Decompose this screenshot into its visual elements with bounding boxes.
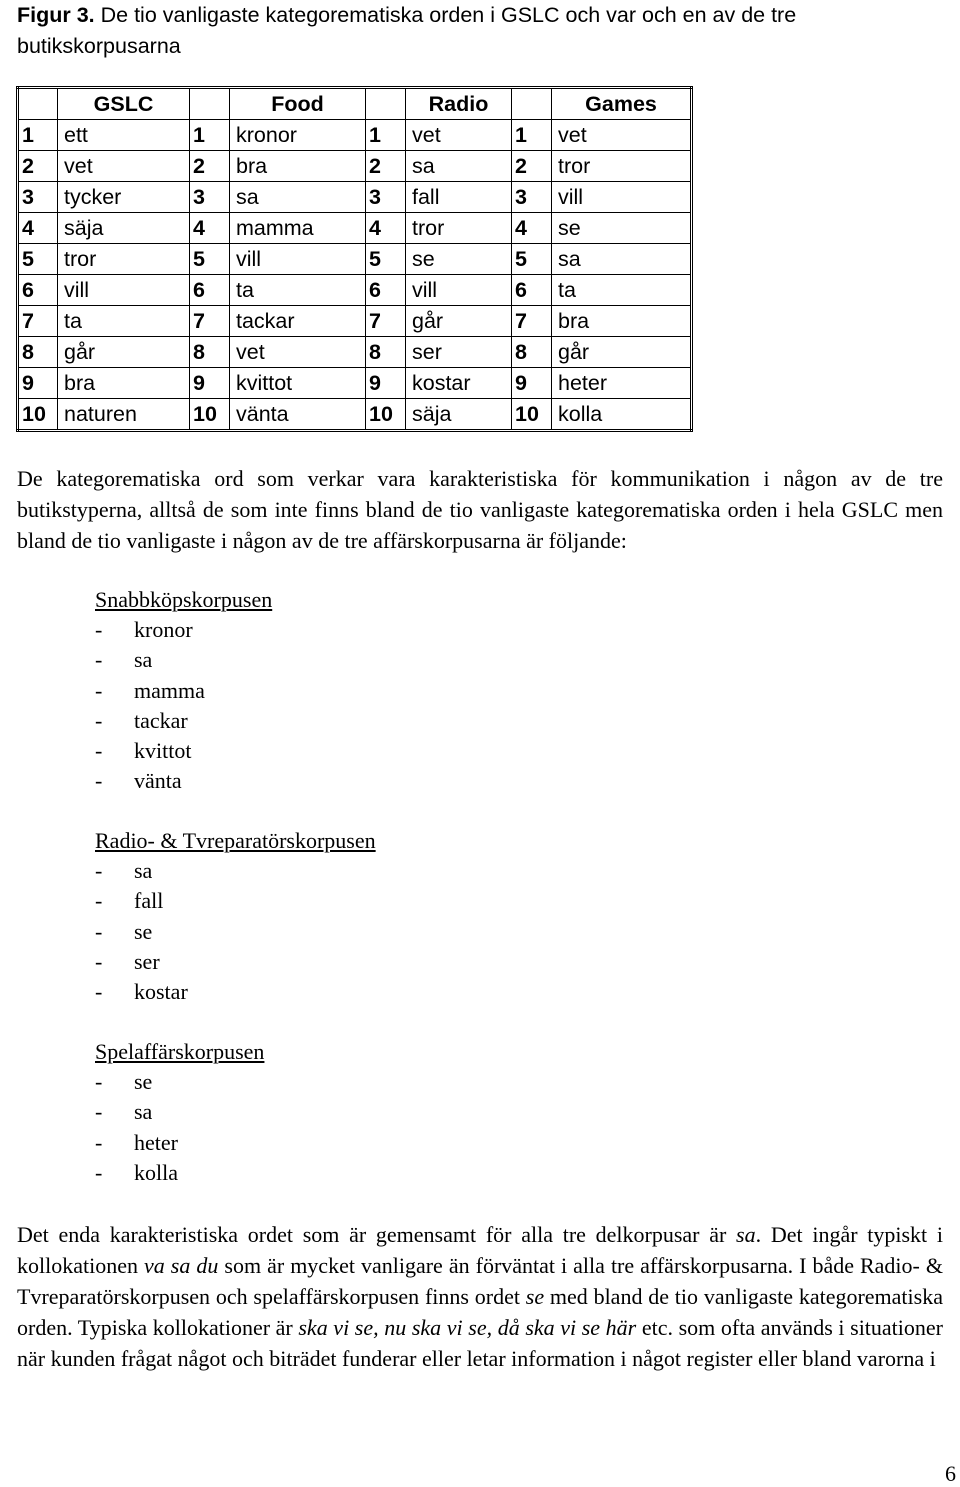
column-header-gslc: GSLC	[58, 88, 190, 120]
word-cell: går	[552, 337, 692, 368]
rank-cell: 6	[366, 275, 406, 306]
dash-marker: -	[95, 948, 103, 974]
list-item	[95, 1067, 264, 1097]
rank-cell: 7	[18, 306, 58, 337]
radio-tv-list	[95, 826, 376, 1007]
list-item-text: ser	[134, 948, 160, 974]
table-header-row	[18, 88, 692, 120]
list-item-text: sa	[134, 1099, 153, 1125]
rank-cell: 7	[366, 306, 406, 337]
table-row	[18, 399, 692, 431]
word-cell: bra	[58, 368, 190, 399]
rank-cell: 9	[512, 368, 552, 399]
list-item	[95, 1128, 264, 1158]
word-cell: säja	[406, 399, 512, 431]
emphasis-phrase: ska vi se, nu ska vi se, då ska vi se här	[298, 1315, 637, 1340]
rank-cell: 8	[512, 337, 552, 368]
snabbkop-list	[95, 585, 272, 796]
header-spacer	[512, 88, 552, 120]
list-item	[95, 977, 376, 1007]
list-item	[95, 645, 272, 675]
list-item-text: heter	[134, 1129, 178, 1155]
rank-cell: 10	[512, 399, 552, 431]
dash-marker: -	[95, 768, 103, 794]
rank-cell: 10	[18, 399, 58, 431]
list-item	[95, 766, 272, 796]
dash-marker: -	[95, 888, 103, 914]
rank-cell: 4	[18, 213, 58, 244]
figure-caption-text: De tio vanligaste kategorematiska orden i GSLC och var och en av de tre butikskorpusarna	[17, 3, 797, 58]
list-item-text: tackar	[134, 707, 188, 733]
figure-caption	[17, 0, 947, 62]
list-item	[95, 917, 376, 947]
list-item-text: kvittot	[134, 738, 192, 764]
rank-cell: 1	[18, 120, 58, 151]
rank-cell: 3	[366, 182, 406, 213]
rank-cell: 3	[190, 182, 230, 213]
rank-cell: 5	[512, 244, 552, 275]
rank-cell: 5	[18, 244, 58, 275]
list-item	[95, 886, 376, 916]
discussion-paragraph	[17, 1219, 943, 1374]
list-item-text: kronor	[134, 617, 193, 643]
list-item-text: kostar	[134, 979, 188, 1005]
spelaffar-list	[95, 1037, 264, 1188]
word-cell: vill	[58, 275, 190, 306]
list-item	[95, 706, 272, 736]
list-heading: Radio- & Tvreparatörskorpusen	[95, 828, 376, 853]
rank-cell: 2	[190, 151, 230, 182]
word-cell: kvittot	[230, 368, 366, 399]
dash-marker: -	[95, 1129, 103, 1155]
rank-cell: 2	[512, 151, 552, 182]
dash-marker: -	[95, 617, 103, 643]
list-heading: Spelaffärskorpusen	[95, 1039, 265, 1064]
rank-cell: 1	[366, 120, 406, 151]
word-frequency-table	[16, 86, 693, 432]
rank-cell: 8	[18, 337, 58, 368]
list-item-text: sa	[134, 647, 153, 673]
list-item-text: kolla	[134, 1159, 178, 1185]
dash-marker: -	[95, 707, 103, 733]
rank-cell: 10	[366, 399, 406, 431]
word-cell: går	[406, 306, 512, 337]
text-run: Det enda karakteristiska ordet som är gemensamt för alla tre delkorpusar är	[17, 1222, 737, 1247]
word-cell: se	[406, 244, 512, 275]
word-cell: sa	[230, 182, 366, 213]
list-item	[95, 1158, 264, 1188]
table-row	[18, 306, 692, 337]
word-cell: vill	[552, 182, 692, 213]
dash-marker: -	[95, 858, 103, 884]
dash-marker: -	[95, 1069, 103, 1095]
intro-paragraph: De kategorematiska ord som verkar vara karakteristiska för kommunikation i någon av de tre butikstyperna, alltså de som inte finns bland de tio vanligaste kategorematiska orden i hela GSLC men bland de tio vanligaste i någon av de tre affärskorpusarna är följande:	[17, 466, 943, 553]
text-run: etc. som ofta används i situationer när kunden frågat något och biträdet funderar eller letar information i något register eller bland varorna i	[17, 1315, 943, 1371]
list-items	[95, 856, 376, 1007]
list-item	[95, 615, 272, 645]
emphasis-word: se	[525, 1284, 545, 1309]
list-item-text: fall	[134, 888, 164, 914]
column-header-food: Food	[230, 88, 366, 120]
word-cell: vill	[230, 244, 366, 275]
word-cell: ta	[230, 275, 366, 306]
list-item	[95, 947, 376, 977]
rank-cell: 9	[190, 368, 230, 399]
table-row	[18, 275, 692, 306]
word-cell: vill	[406, 275, 512, 306]
rank-cell: 1	[512, 120, 552, 151]
word-cell: sa	[406, 151, 512, 182]
word-cell: tror	[552, 151, 692, 182]
rank-cell: 6	[18, 275, 58, 306]
table-row	[18, 213, 692, 244]
emphasis-word: sa	[736, 1222, 756, 1247]
word-cell: se	[552, 213, 692, 244]
rank-cell: 5	[190, 244, 230, 275]
rank-cell: 9	[18, 368, 58, 399]
word-cell: vet	[230, 337, 366, 368]
emphasis-phrase: va sa du	[144, 1253, 219, 1278]
dash-marker: -	[95, 979, 103, 1005]
rank-cell: 6	[512, 275, 552, 306]
word-cell: tror	[406, 213, 512, 244]
word-cell: mamma	[230, 213, 366, 244]
word-cell: vänta	[230, 399, 366, 431]
dash-marker: -	[95, 677, 103, 703]
rank-cell: 10	[190, 399, 230, 431]
dash-marker: -	[95, 918, 103, 944]
dash-marker: -	[95, 647, 103, 673]
list-item	[95, 736, 272, 766]
dash-marker: -	[95, 1099, 103, 1125]
list-item	[95, 676, 272, 706]
word-cell: ta	[58, 306, 190, 337]
rank-cell: 4	[366, 213, 406, 244]
word-cell: kolla	[552, 399, 692, 431]
word-cell: vet	[552, 120, 692, 151]
word-cell: säja	[58, 213, 190, 244]
header-spacer	[18, 88, 58, 120]
list-item	[95, 856, 376, 886]
table-row	[18, 368, 692, 399]
word-cell: kostar	[406, 368, 512, 399]
rank-cell: 6	[190, 275, 230, 306]
rank-cell: 7	[512, 306, 552, 337]
table-row	[18, 337, 692, 368]
list-item-text: se	[134, 1069, 153, 1095]
rank-cell: 3	[18, 182, 58, 213]
rank-cell: 8	[366, 337, 406, 368]
rank-cell: 1	[190, 120, 230, 151]
text-run: med bland de tio vanligaste kategorematiska orden. Typiska kollokationer är	[17, 1284, 943, 1340]
rank-cell: 4	[512, 213, 552, 244]
list-heading: Snabbköpskorpusen	[95, 587, 273, 612]
word-cell: vet	[58, 151, 190, 182]
word-cell: tackar	[230, 306, 366, 337]
rank-cell: 9	[366, 368, 406, 399]
word-cell: fall	[406, 182, 512, 213]
word-cell: ta	[552, 275, 692, 306]
rank-cell: 2	[366, 151, 406, 182]
header-spacer	[366, 88, 406, 120]
rank-cell: 4	[190, 213, 230, 244]
list-item-text: vänta	[134, 768, 182, 794]
figure-label: Figur 3.	[17, 3, 95, 27]
dash-marker: -	[95, 738, 103, 764]
text-run: som är mycket vanligare än förväntat i alla tre affärskorpusarna. I både Radio- & Tvreparatörskorpusen och spelaffärskorpusen finns ordet	[17, 1253, 943, 1309]
list-item-text: mamma	[134, 677, 205, 703]
table-body	[18, 120, 692, 431]
column-header-games: Games	[552, 88, 692, 120]
word-cell: tycker	[58, 182, 190, 213]
rank-cell: 3	[512, 182, 552, 213]
word-cell: sa	[552, 244, 692, 275]
table-row	[18, 182, 692, 213]
list-item-text: sa	[134, 858, 153, 884]
page-number: 6	[945, 1461, 956, 1486]
list-item	[95, 1097, 264, 1127]
rank-cell: 2	[18, 151, 58, 182]
word-cell: kronor	[230, 120, 366, 151]
table-row	[18, 120, 692, 151]
list-items	[95, 1067, 264, 1188]
word-cell: bra	[230, 151, 366, 182]
word-cell: naturen	[58, 399, 190, 431]
word-cell: heter	[552, 368, 692, 399]
table-row	[18, 151, 692, 182]
word-cell: bra	[552, 306, 692, 337]
dash-marker: -	[95, 1159, 103, 1185]
word-cell: ett	[58, 120, 190, 151]
rank-cell: 5	[366, 244, 406, 275]
table-row	[18, 244, 692, 275]
word-cell: går	[58, 337, 190, 368]
word-cell: tror	[58, 244, 190, 275]
column-header-radio: Radio	[406, 88, 512, 120]
rank-cell: 8	[190, 337, 230, 368]
header-spacer	[190, 88, 230, 120]
list-items	[95, 615, 272, 796]
text-run: . Det ingår typiskt i kollokationen	[17, 1222, 944, 1278]
list-item-text: se	[134, 918, 153, 944]
word-cell: ser	[406, 337, 512, 368]
rank-cell: 7	[190, 306, 230, 337]
word-cell: vet	[406, 120, 512, 151]
